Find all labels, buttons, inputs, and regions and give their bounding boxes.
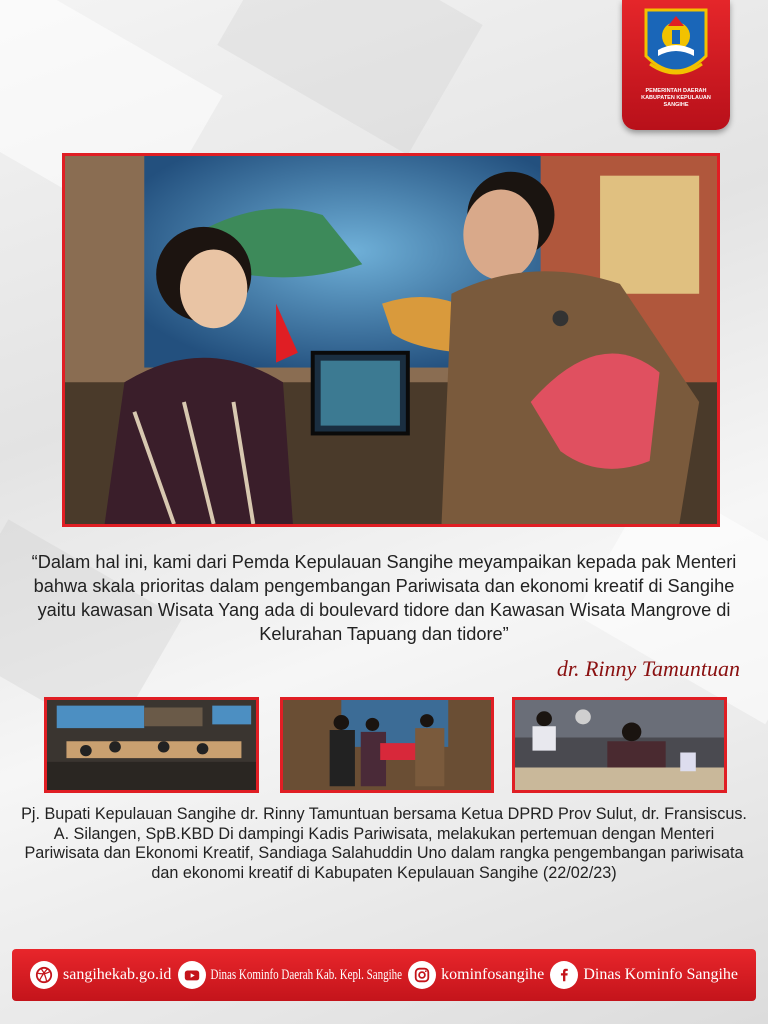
gift-presentation-photo bbox=[280, 697, 494, 793]
footer-website[interactable] bbox=[30, 961, 171, 989]
regency-logo-badge bbox=[622, 0, 730, 130]
quote-text: “Dalam hal ini, kami dari Pemda Kepulauan Sangihe meyampaikan kepada pak Menteri bahwa skala prioritas dalam pengembangan Pariwisata dan ekonomi kreatif di Sangihe yaitu kawasan Wisata Yang ada di boulevard tidore dan Kawasan Wisata Mangrove di Kelurahan Tapuang dan tidore” bbox=[31, 552, 737, 644]
footer-facebook-label: Dinas Kominfo Sangihe bbox=[583, 966, 738, 983]
footer-youtube-label: Dinas Kominfo Daerah Kab. Kepl. Sangihe bbox=[210, 966, 403, 984]
facebook-icon bbox=[550, 961, 578, 989]
footer-instagram-label: kominfosangihe bbox=[441, 966, 545, 983]
footer-instagram[interactable] bbox=[408, 961, 544, 989]
meeting-handshake-photo bbox=[65, 156, 717, 524]
discussion-image bbox=[515, 700, 724, 790]
gift-presentation-image bbox=[283, 700, 491, 790]
footer-website-label: sangihekab.go.id bbox=[63, 966, 172, 983]
meeting-room-image bbox=[47, 700, 256, 790]
dribbble-icon bbox=[30, 961, 58, 989]
discussion-photo bbox=[512, 697, 727, 793]
logo-line-3: SANGIHE bbox=[663, 102, 689, 108]
meeting-room-photo bbox=[44, 697, 259, 793]
quote-signature: dr. Rinny Tamuntuan bbox=[556, 656, 740, 681]
instagram-icon bbox=[408, 961, 436, 989]
regency-emblem-icon bbox=[640, 6, 712, 86]
photo-caption: Pj. Bupati Kepulauan Sangihe dr. Rinny Tamuntuan bersama Ketua DPRD Prov Sulut, dr. Fransiscus. A. Silangen, SpB.KBD Di dampingi Kadis Pariwisata, melakukan pertemuan dengan Menteri Pariwisata dan Ekonomi Kreatif, Sandiaga Salahuddin Uno dalam rangka pengembangan pariwisata dan ekonomi kreatif di Kabupaten Kepulauan Sangihe (22/02/23) bbox=[21, 805, 747, 882]
main-photo bbox=[62, 153, 720, 527]
youtube-icon bbox=[178, 961, 206, 989]
background-facet bbox=[217, 0, 483, 155]
footer-youtube[interactable] bbox=[178, 961, 403, 989]
logo-line-1: PEMERINTAH DAERAH bbox=[645, 88, 707, 94]
footer-facebook[interactable] bbox=[550, 961, 738, 989]
logo-line-2: KABUPATEN KEPULAUAN bbox=[641, 95, 711, 101]
logo-text bbox=[628, 88, 724, 109]
social-footer bbox=[12, 949, 756, 1001]
